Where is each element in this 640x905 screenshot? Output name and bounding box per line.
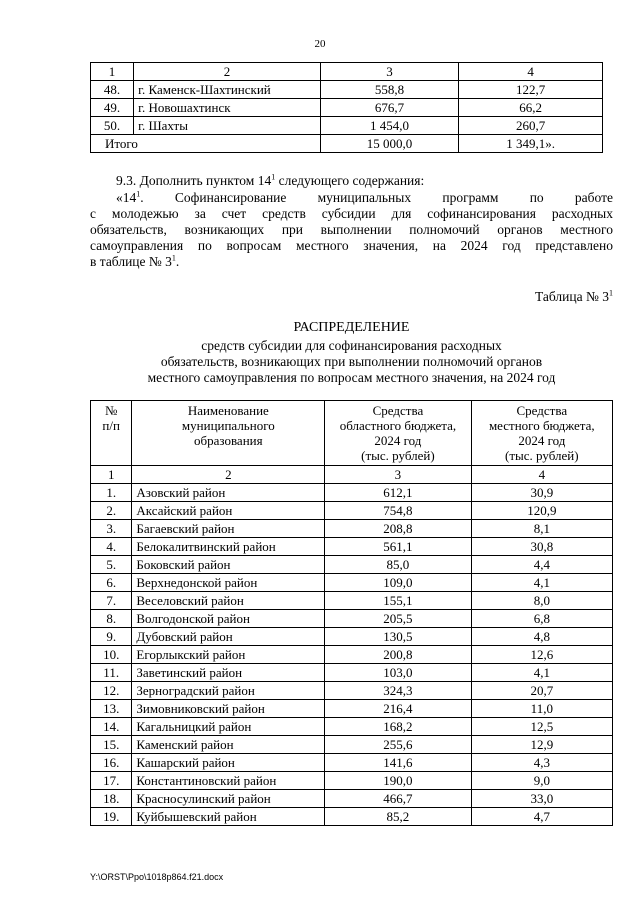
table-row (91, 99, 603, 117)
row-regional-amount: 205,5 (325, 610, 471, 628)
row-regional-amount: 141,6 (325, 754, 471, 772)
row-local-amount: 6,8 (471, 610, 612, 628)
numbering-cell: 4 (459, 63, 603, 81)
row-regional-amount: 561,1 (325, 538, 471, 556)
row-local-amount: 120,9 (471, 502, 612, 520)
row-number: 14. (91, 718, 132, 736)
row-number: 16. (91, 754, 132, 772)
row-regional-amount: 255,6 (325, 736, 471, 754)
row-municipality: Белокалитвинский район (132, 538, 325, 556)
header-line: 2024 год (374, 433, 422, 448)
row-municipality: Дубовский район (132, 628, 325, 646)
point-heading-text: 9.3. Дополнить пунктом 14 (116, 173, 272, 188)
table-row (91, 808, 613, 826)
point-text-line (90, 190, 613, 206)
table-row (91, 700, 613, 718)
point-text-line5-sup: 1 (171, 253, 176, 263)
numbering-cell: 3 (320, 63, 458, 81)
numbering-cell: 1 (91, 63, 134, 81)
table-row (91, 592, 613, 610)
table-row (91, 538, 613, 556)
row-municipality: Верхнедонской район (132, 574, 325, 592)
table-row (91, 117, 603, 135)
row-regional-amount: 612,1 (325, 484, 471, 502)
table-row (91, 628, 613, 646)
header-local-budget (471, 401, 612, 466)
point-text-line5: в таблице № 3 (90, 254, 172, 269)
row-number: 13. (91, 700, 132, 718)
row-local-amount: 33,0 (471, 790, 612, 808)
row-municipality: Заветинский район (132, 664, 325, 682)
row-municipality: Каменский район (132, 736, 325, 754)
row-local-amount: 8,0 (471, 592, 612, 610)
row-local-amount: 4,7 (471, 808, 612, 826)
row-regional-amount: 208,8 (325, 520, 471, 538)
row-number: 7. (91, 592, 132, 610)
row-local-amount: 4,3 (471, 754, 612, 772)
row-local-amount: 260,7 (459, 117, 603, 135)
row-regional-amount: 676,7 (320, 99, 458, 117)
row-number: 8. (91, 610, 132, 628)
row-regional-amount: 324,3 (325, 682, 471, 700)
row-number: 10. (91, 646, 132, 664)
numbering-cell: 2 (134, 63, 321, 81)
row-local-amount: 12,6 (471, 646, 612, 664)
table-row (91, 682, 613, 700)
row-number: 9. (91, 628, 132, 646)
row-local-amount: 12,9 (471, 736, 612, 754)
header-regional-budget (325, 401, 471, 466)
row-regional-amount: 466,7 (325, 790, 471, 808)
row-regional-amount: 1 454,0 (320, 117, 458, 135)
distribution-table (90, 400, 613, 826)
header-number (91, 401, 132, 466)
header-line: № (104, 403, 118, 418)
table-row (91, 736, 613, 754)
row-municipality: Красносулинский район (132, 790, 325, 808)
point-text-line4: самоуправления по вопросам местного значения, на 2024 год представлено (90, 238, 613, 253)
table-row (91, 502, 613, 520)
table-row (91, 772, 613, 790)
table-row (91, 574, 613, 592)
row-regional-amount: 103,0 (325, 664, 471, 682)
point-text-line5-wrap (90, 254, 613, 270)
total-regional-amount: 15 000,0 (320, 135, 458, 153)
row-number: 49. (91, 99, 134, 117)
row-local-amount: 122,7 (459, 81, 603, 99)
row-municipality: Куйбышевский район (132, 808, 325, 826)
point-heading (90, 173, 613, 189)
row-municipality: Кашарский район (132, 754, 325, 772)
row-local-amount: 12,5 (471, 718, 612, 736)
numbering-cell: 2 (132, 466, 325, 484)
subtitle-line: обязательств, возникающих при выполнении полномочий органов (160, 354, 543, 369)
row-number: 11. (91, 664, 132, 682)
row-number: 48. (91, 81, 134, 99)
numbering-cell: 4 (471, 466, 612, 484)
row-municipality: Егорлыкский район (132, 646, 325, 664)
row-local-amount: 4,4 (471, 556, 612, 574)
point-text-line2: с молодежью за счет средств субсидии для софинансирования расходных (90, 206, 613, 221)
row-local-amount: 20,7 (471, 682, 612, 700)
numbering-cell: 1 (91, 466, 132, 484)
row-number: 12. (91, 682, 132, 700)
header-municipality (132, 401, 325, 466)
table-row (91, 81, 603, 99)
row-municipality: Зерноградский район (132, 682, 325, 700)
header-row (91, 401, 613, 466)
row-number: 50. (91, 117, 134, 135)
row-number: 15. (91, 736, 132, 754)
table-row (91, 484, 613, 502)
row-number: 18. (91, 790, 132, 808)
row-local-amount: 8,1 (471, 520, 612, 538)
row-local-amount: 9,0 (471, 772, 612, 790)
row-municipality: г. Шахты (134, 117, 321, 135)
row-regional-amount: 85,2 (325, 808, 471, 826)
row-municipality: Веселовский район (132, 592, 325, 610)
row-regional-amount: 200,8 (325, 646, 471, 664)
header-line: Наименование (187, 403, 269, 418)
row-regional-amount: 558,8 (320, 81, 458, 99)
row-regional-amount: 190,0 (325, 772, 471, 790)
table-caption-text: Таблица № 3 (535, 289, 609, 304)
point-text (90, 190, 613, 270)
row-municipality: Кагальницкий район (132, 718, 325, 736)
row-regional-amount: 85,0 (325, 556, 471, 574)
row-municipality: г. Новошахтинск (134, 99, 321, 117)
row-local-amount: 4,1 (471, 664, 612, 682)
footer-file-path: Y:\ORST\Ppo\1018p864.f21.docx (90, 872, 224, 882)
header-line: образования (194, 433, 263, 448)
table-row (91, 646, 613, 664)
row-municipality: Боковский район (132, 556, 325, 574)
table-row (91, 610, 613, 628)
numbering-row (91, 63, 603, 81)
point-text-sup: 1 (136, 189, 141, 199)
total-label: Итого (91, 135, 321, 153)
row-regional-amount: 754,8 (325, 502, 471, 520)
row-municipality: Волгодонской район (132, 610, 325, 628)
row-local-amount: 4,1 (471, 574, 612, 592)
row-local-amount: 4,8 (471, 628, 612, 646)
row-regional-amount: 216,4 (325, 700, 471, 718)
row-municipality: Аксайский район (132, 502, 325, 520)
point-text-line1: . Софинансирование муниципальных программ по работе (140, 190, 613, 205)
point-text-lead: «14 (116, 190, 137, 205)
table-caption-sup: 1 (609, 288, 613, 298)
header-line: муниципального (181, 418, 275, 433)
point-text-line3: обязательств, возникающих при выполнении полномочий органов местного (90, 222, 613, 237)
table-row (91, 790, 613, 808)
header-line: п/п (102, 418, 120, 433)
row-number: 2. (91, 502, 132, 520)
table-row (91, 556, 613, 574)
header-line: областного бюджета, (339, 418, 457, 433)
row-number: 6. (91, 574, 132, 592)
numbering-cell: 3 (325, 466, 471, 484)
row-regional-amount: 155,1 (325, 592, 471, 610)
header-line: (тыс. рублей) (361, 448, 435, 463)
header-line: Средства (372, 403, 424, 418)
point-text-line5-tail: . (175, 254, 180, 269)
row-regional-amount: 130,5 (325, 628, 471, 646)
row-number: 4. (91, 538, 132, 556)
header-line: Средства (516, 403, 568, 418)
row-number: 1. (91, 484, 132, 502)
row-municipality: Зимовниковский район (132, 700, 325, 718)
total-local-amount: 1 349,1». (459, 135, 603, 153)
header-line: (тыс. рублей) (505, 448, 579, 463)
table-row (91, 718, 613, 736)
point-heading-sup: 1 (271, 172, 276, 182)
subtitle-line: местного самоуправления по вопросам местного значения, на 2024 год (147, 370, 556, 385)
table-row (91, 520, 613, 538)
distribution-title: РАСПРЕДЕЛЕНИЕ (293, 320, 410, 335)
row-local-amount: 30,9 (471, 484, 612, 502)
total-row (91, 135, 603, 153)
row-local-amount: 30,8 (471, 538, 612, 556)
point-heading-tail: следующего содержания: (275, 173, 425, 188)
subtitle-line: средств субсидии для софинансирования расходных (201, 338, 502, 353)
row-number: 17. (91, 772, 132, 790)
header-line: 2024 год (518, 433, 566, 448)
table-caption (90, 289, 613, 305)
row-regional-amount: 168,2 (325, 718, 471, 736)
distribution-subtitle (90, 338, 613, 386)
row-municipality: Константиновский район (132, 772, 325, 790)
table-row (91, 754, 613, 772)
row-municipality: г. Каменск-Шахтинский (134, 81, 321, 99)
numbering-row (91, 466, 613, 484)
table-row (91, 664, 613, 682)
row-number: 3. (91, 520, 132, 538)
row-regional-amount: 109,0 (325, 574, 471, 592)
row-municipality: Багаевский район (132, 520, 325, 538)
row-number: 5. (91, 556, 132, 574)
row-local-amount: 11,0 (471, 700, 612, 718)
row-local-amount: 66,2 (459, 99, 603, 117)
top-table (90, 62, 603, 153)
row-municipality: Азовский район (132, 484, 325, 502)
row-number: 19. (91, 808, 132, 826)
page-number: 20 (314, 38, 326, 50)
header-line: местного бюджета, (488, 418, 595, 433)
